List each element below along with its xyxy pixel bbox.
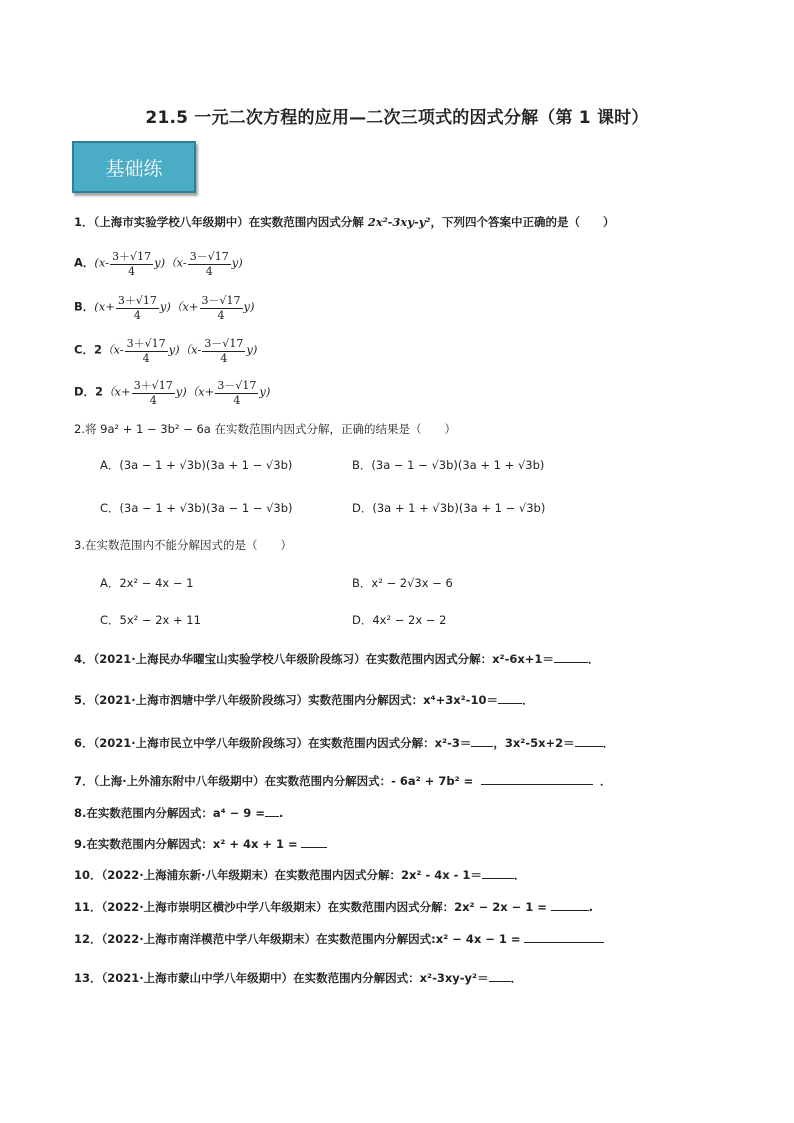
question-5: 5．（2021·上海市泗塘中学八年级阶段练习）实数范围内分解因式：x⁴+3x²-10＝ ． (74, 693, 534, 707)
question-3-option-d: D．4x² − 2x − 2 (352, 613, 447, 627)
answer-blank[interactable] (301, 835, 327, 848)
question-6: 6．（2021·上海市民立中学八年级阶段练习）在实数范围内因式分解：x²-3＝ ，3x²-5x+2＝ ． (74, 736, 615, 750)
question-2-option-a: A．(3a − 1 + √3b)(3a + 1 − √3b) (100, 458, 293, 472)
answer-blank[interactable] (524, 930, 604, 943)
question-1-stem: 1．（上海市实验学校八年级期中）在实数范围内因式分解 2x²-3xy-y²，下列四个答案中正确的是（ ） (74, 215, 615, 229)
question-2-stem: 2.将 9a² + 1 − 3b² − 6a 在实数范围内因式分解，正确的结果是（ ） (74, 422, 457, 436)
answer-blank[interactable] (498, 691, 522, 704)
answer-blank[interactable] (551, 898, 589, 911)
fraction: $\frac{3+√17}{4}$ (133, 379, 173, 407)
answer-blank[interactable] (575, 734, 603, 747)
answer-blank[interactable] (471, 734, 493, 747)
question-9: 9.在实数范围内分解因式：x² + 4x + 1 = (74, 835, 327, 852)
answer-blank[interactable] (265, 804, 279, 817)
page-title: 21.5 一元二次方程的应用—二次三项式的因式分解（第 1 课时） (145, 108, 649, 128)
question-3-option-c: C．5x² − 2x + 11 (100, 613, 201, 627)
answer-blank[interactable] (481, 772, 593, 785)
section-label: 基础练 (105, 157, 163, 180)
fraction: $\frac{3-√17}{4}$ (201, 294, 241, 322)
question-1-option-a: A．(x- $\frac{3+√17}{4}$ y)（x- $\frac{3-√17}{4}$ y) (74, 250, 243, 278)
fraction: $\frac{3-√17}{4}$ (217, 379, 257, 407)
fraction: $\frac{3-√17}{4}$ (204, 337, 244, 365)
question-3-option-b: B．x² − 2√3x − 6 (352, 576, 453, 590)
question-3-option-a: A．2x² − 4x − 1 (100, 576, 194, 590)
question-2-option-d: D．(3a + 1 + √3b)(3a + 1 − √3b) (352, 501, 546, 515)
fraction: $\frac{3+√17}{4}$ (112, 250, 152, 278)
section-label-box (72, 141, 196, 193)
question-1-option-c: C．2（x- $\frac{3+√17}{4}$ y)（x- $\frac{3-√17}{4}$ y) (74, 337, 258, 365)
answer-blank[interactable] (482, 866, 514, 879)
answer-blank[interactable] (554, 650, 588, 663)
fraction: $\frac{3-√17}{4}$ (189, 250, 229, 278)
question-12: 12．（2022·上海市南洋模范中学八年级期末）在实数范围内分解因式:x² − 4x − 1 = (74, 930, 604, 947)
question-13: 13．（2021·上海市蒙山中学八年级期中）在实数范围内分解因式：x²-3xy-y²＝ ． (74, 971, 523, 985)
fraction: $\frac{3+√17}{4}$ (126, 337, 166, 365)
question-2-option-c: C．(3a − 1 + √3b)(3a − 1 − √3b) (100, 501, 293, 515)
question-1-option-b: B．(x+ $\frac{3+√17}{4}$ y)（x+ $\frac{3-√17}{4}$ y) (74, 294, 255, 322)
question-3-stem: 3.在实数范围内不能分解因式的是（ ） (74, 538, 292, 552)
question-1-option-d: D．2（x+ $\frac{3+√17}{4}$ y)（x+ $\frac{3-√17}{4}$ y) (74, 379, 271, 407)
question-7: 7．（上海·上外浦东附中八年级期中）在实数范围内分解因式：- 6a² + 7b² = ． (74, 774, 612, 788)
question-8: 8.在实数范围内分解因式：a⁴ − 9 = . (74, 806, 284, 820)
question-11: 11．（2022·上海市崇明区横沙中学八年级期末）在实数范围内因式分解：2x² − 2x − 1 = . (74, 900, 593, 914)
question-2-option-b: B．(3a − 1 − √3b)(3a + 1 + √3b) (352, 458, 545, 472)
question-4: 4．（2021·上海民办华曜宝山实验学校八年级阶段练习）在实数范围内因式分解：x²-6x+1＝ ． (74, 652, 600, 666)
question-10: 10．（2022·上海浦东新·八年级期末）在实数范围内因式分解：2x² - 4x - 1＝ ． (74, 868, 526, 882)
answer-blank[interactable] (489, 969, 511, 982)
fraction: $\frac{3+√17}{4}$ (117, 294, 157, 322)
